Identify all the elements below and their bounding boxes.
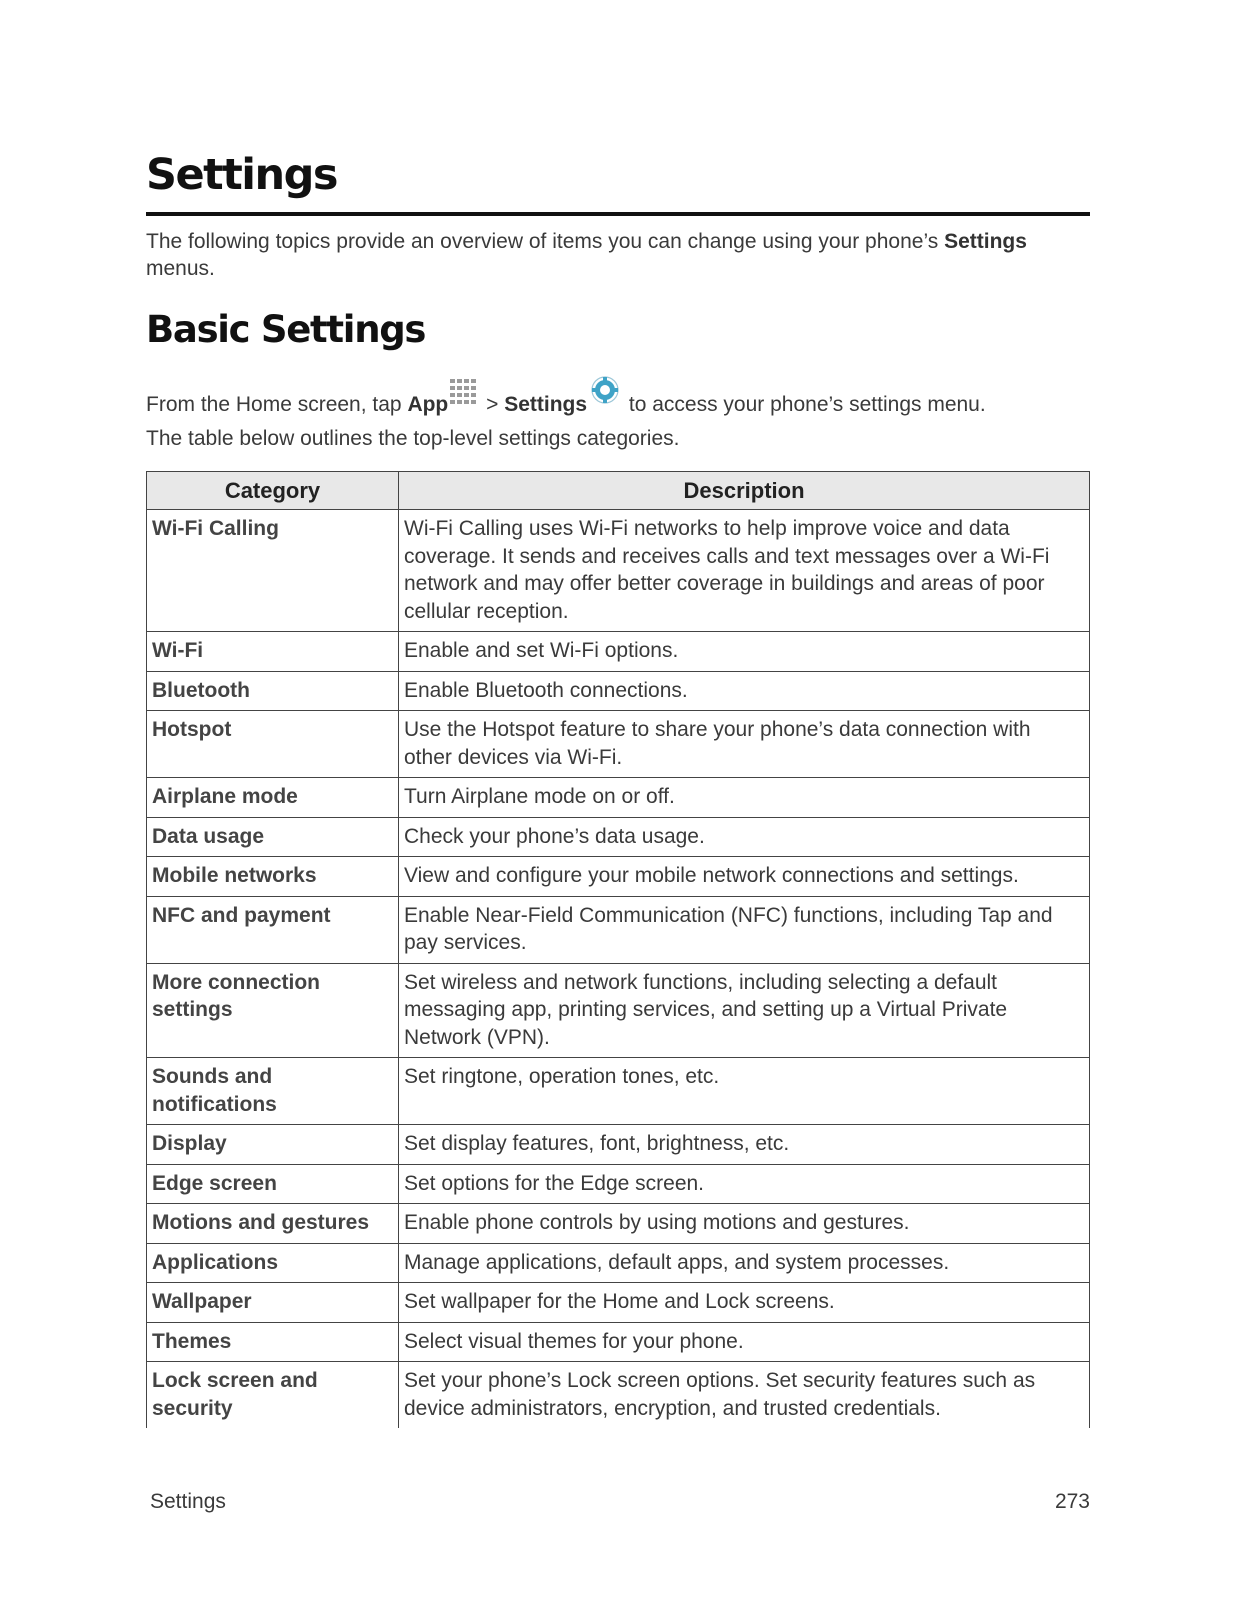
table-row — [147, 1322, 1090, 1362]
table-row — [147, 817, 1090, 857]
category-cell: Data usage — [147, 817, 399, 857]
table-row — [147, 1204, 1090, 1244]
description-cell: Enable and set Wi-Fi options. — [399, 632, 1090, 672]
instruction-settings-label: Settings — [504, 393, 588, 416]
description-cell: Enable phone controls by using motions and gestures. — [399, 1204, 1090, 1244]
category-cell: Bluetooth — [147, 671, 399, 711]
category-cell: Mobile networks — [147, 857, 399, 897]
description-cell: Check your phone’s data usage. — [399, 817, 1090, 857]
settings-table — [146, 471, 1090, 1428]
table-row — [147, 896, 1090, 963]
table-row — [147, 963, 1090, 1058]
section-title: Basic Settings — [146, 308, 426, 351]
instruction-prefix: From the Home screen, tap — [146, 393, 408, 416]
table-row — [147, 510, 1090, 632]
instruction-suffix: to access your phone’s settings menu. — [623, 393, 986, 416]
category-cell: Airplane mode — [147, 778, 399, 818]
instruction-app-label: App — [407, 393, 449, 416]
instruction-separator: > — [480, 393, 505, 416]
table-row — [147, 632, 1090, 672]
table-row — [147, 1243, 1090, 1283]
category-cell: Wi-Fi — [147, 632, 399, 672]
intro-bold-settings: Settings — [944, 230, 1027, 253]
category-cell: Themes — [147, 1322, 399, 1362]
footer-section-name: Settings — [150, 1490, 226, 1513]
description-cell: Select visual themes for your phone. — [399, 1322, 1090, 1362]
footer-page-number: 273 — [1054, 1490, 1090, 1513]
category-cell: Applications — [147, 1243, 399, 1283]
category-cell: Display — [147, 1125, 399, 1165]
category-cell: Edge screen — [147, 1164, 399, 1204]
table-row — [147, 1164, 1090, 1204]
table-row — [147, 1362, 1090, 1429]
category-cell: Hotspot — [147, 711, 399, 778]
column-header-description: Description — [399, 472, 1090, 510]
table-row — [147, 671, 1090, 711]
description-cell: Manage applications, default apps, and system processes. — [399, 1243, 1090, 1283]
description-cell: Enable Near-Field Communication (NFC) functions, including Tap and pay services. — [399, 896, 1090, 963]
category-cell: Sounds and notifications — [147, 1058, 399, 1125]
category-cell: Motions and gestures — [147, 1204, 399, 1244]
column-header-category: Category — [147, 472, 399, 510]
table-row — [147, 1283, 1090, 1323]
table-row — [147, 857, 1090, 897]
intro-text-before: The following topics provide an overview of items you can change using your phone’s — [146, 230, 945, 253]
table-row — [147, 711, 1090, 778]
description-cell: Set wallpaper for the Home and Lock screens. — [399, 1283, 1090, 1323]
table-row — [147, 1125, 1090, 1165]
chapter-title: Settings — [146, 150, 337, 200]
description-cell: Use the Hotspot feature to share your phone’s data connection with other devices via Wi-Fi. — [399, 711, 1090, 778]
settings-gear-icon — [587, 375, 623, 415]
description-cell: Wi-Fi Calling uses Wi-Fi networks to help improve voice and data coverage. It sends and receives calls and text messages over a Wi-Fi network and may offer better coverage in buildings and areas of poor cellular reception. — [399, 510, 1090, 632]
table-row — [147, 778, 1090, 818]
instruction-paragraph — [146, 375, 986, 419]
category-cell: NFC and payment — [147, 896, 399, 963]
category-cell: Wallpaper — [147, 1283, 399, 1323]
category-cell: Lock screen and security — [147, 1362, 399, 1429]
category-cell: More connection settings — [147, 963, 399, 1058]
description-cell: Enable Bluetooth connections. — [399, 671, 1090, 711]
chapter-divider — [146, 212, 1090, 216]
intro-paragraph — [146, 228, 1090, 282]
table-intro: The table below outlines the top-level settings categories. — [146, 427, 680, 450]
description-cell: Turn Airplane mode on or off. — [399, 778, 1090, 818]
description-cell: Set options for the Edge screen. — [399, 1164, 1090, 1204]
table-row — [147, 1058, 1090, 1125]
description-cell: View and configure your mobile network connections and settings. — [399, 857, 1090, 897]
description-cell: Set display features, font, brightness, etc. — [399, 1125, 1090, 1165]
table-header-row — [147, 472, 1090, 510]
description-cell: Set wireless and network functions, including selecting a default messaging app, printing services, and setting up a Virtual Private Network (VPN). — [399, 963, 1090, 1058]
intro-text-after: menus. — [146, 257, 215, 280]
description-cell: Set your phone’s Lock screen options. Set security features such as device administrators, encryption, and trusted credentials. — [399, 1362, 1090, 1429]
description-cell: Set ringtone, operation tones, etc. — [399, 1058, 1090, 1125]
apps-grid-icon — [448, 377, 480, 415]
category-cell: Wi-Fi Calling — [147, 510, 399, 632]
